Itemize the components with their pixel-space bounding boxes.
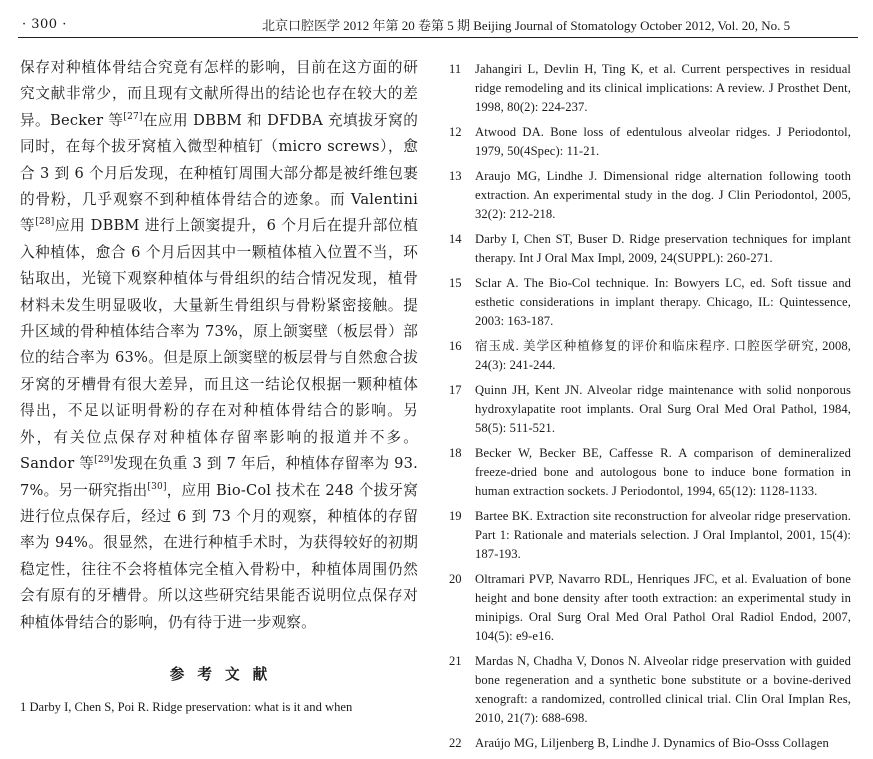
reference-number: 11 [449,62,462,76]
reference-text: Bartee BK. Extraction site reconstruction for alveolar ridge preservation. Part 1: Rationale and materials selection. J Oral Implantol, 2001, 15(4): 187-193. [475,509,851,561]
body-text: 保存对种植体骨结合究竟有怎样的影响，目前在这方面的研究文献非常少，而且现有文献所得出的结论也存在较大的差异。Becker 等 [20,59,418,129]
body-text: 发现在负重 3 到 7 年后，种植体存留率为 93. 7%。另一研究指出 [20,455,418,499]
reference-number: 19 [449,509,462,523]
reference-item [449,652,851,728]
reference-item [449,570,851,646]
reference-number: 21 [449,654,462,668]
reference-item [449,123,851,161]
reference-number: 20 [449,572,462,586]
reference-list [449,60,851,753]
citation-30: [30] [147,481,167,492]
body-text: 在应用 DBBM 和 DFDBA 充填拔牙窝的同时，在每个拔牙窝植入微型种植钉（micro screws），愈合 3 到 6 个月后发现，在种植钉周围大部分都是被纤维包裹的骨粉，几乎观察不到种植体骨结合的迹象。而 Valentini 等 [20,111,418,235]
reference-number: 12 [449,125,462,139]
reference-text: Oltramari PVP, Navarro RDL, Henriques JFC, et al. Evaluation of bone height and bone density after tooth extraction: an experimental study in minipigs. Oral Surg Oral Med Oral Pathol Oral Radiol Endod, 2007, 104(5): e9-e16. [475,572,851,643]
reference-number: 14 [449,232,462,246]
reference-number: 13 [449,169,462,183]
reference-number: 18 [449,446,462,460]
reference-item-1: 1 Darby I, Chen S, Poi R. Ridge preservation: what is it and when [20,699,353,714]
reference-item [449,734,851,753]
reference-text: Araujo MG, Lindhe J. Dimensional ridge alternation following tooth extraction. An experimental study in the dog. J Clin Periodontol, 2005, 32(2): 212-218. [475,169,851,221]
reference-item [449,230,851,268]
citation-29: [29] [94,455,114,466]
reference-text: Araújo MG, Liljenberg B, Lindhe J. Dynamics of Bio-Osss Collagen [475,736,829,750]
body-text: ，应用 Bio-Col 技术在 248 个拔牙窝进行位点保存后，经过 6 到 73 个月的观察，种植体的存留率为 94%。很显然，在进行种植手术时，为获得较好的初期稳定性，往往不会将植体完全植入骨粉中，种植体周围仍然会有原有的牙槽骨。所以这些研究结果能否说明位点保存对种植体骨结合的影响，仍有待于进一步观察。 [20,481,418,631]
citation-27: [27] [123,111,143,122]
reference-item [449,444,851,501]
reference-item [449,337,851,375]
body-paragraph [20,55,418,636]
page-header [0,0,873,40]
right-column [449,60,851,759]
left-column [20,55,418,716]
reference-text: Quinn JH, Kent JN. Alveolar ridge maintenance with solid nonporous hydroxylapatite root implants. Oral Surg Oral Med Oral Pathol, 1984, 58(5): 511-521. [475,383,851,435]
reference-text: Darby I, Chen ST, Buser D. Ridge preservation techniques for implant therapy. Int J Oral Max Impl, 2009, 24(SUPPL): 260-271. [475,232,851,265]
reference-text: Jahangiri L, Devlin H, Ting K, et al. Current perspectives in residual ridge remodeling and its clinical implications: A review. J Prosthet Dent, 1998, 80(2): 224-237. [475,62,851,114]
citation-28: [28] [35,217,55,228]
reference-item [449,274,851,331]
reference-text: Becker W, Becker BE, Caffesse R. A comparison of demineralized freeze-dried bone and autologous bone to induce bone formation in human extraction sockets. J Periodontol, 1994, 65(12): 1128-1133. [475,446,851,498]
reference-number: 16 [449,339,462,353]
reference-text: Mardas N, Chadha V, Donos N. Alveolar ridge preservation with guided bone regeneration and a synthetic bone substitute or a bovine-derived xenograft: a randomized, controlled clinical trial. Clin Oral Implan Res, 2010, 21(7): 688-698. [475,654,851,725]
reference-item [449,60,851,117]
running-head: 北京口腔医学 2012 年第 20 卷第 5 期 Beijing Journal of Stomatology October 2012, Vol. 20, No. 5 [262,18,791,33]
reference-item [449,507,851,564]
page-number: · 300 · [22,17,67,32]
header-rule [18,37,858,38]
body-text: 应用 DBBM 进行上颌窦提升，6 个月后在提升部位植入种植体，愈合 6 个月后因其中一颗植体植入位置不当，环钻取出，光镜下观察种植体与骨组织的结合情况发现，植骨材料未发生明显吸收，大量新生骨组织与骨粉紧密接触。提升区域的骨种植体结合率为 73%，原上颌窦壁（板层骨）部位的结合率为 63%。但是原上颌窦壁的板层骨与自然愈合拔牙窝的牙槽骨有很大差异，而且这一结论仅根据一颗种植体得出，不足以证明骨粉的存在对种植体骨结合的影响。另外，有关位点保存对种植体存留率影响的报道并不多。Sandor 等 [20,217,418,473]
reference-item [449,381,851,438]
reference-text: 宿玉成. 美学区种植修复的评价和临床程序. 口腔医学研究, 2008, 24(3): 241-244. [475,339,851,372]
reference-item [449,167,851,224]
references-heading: 参考文献 [169,665,281,683]
reference-text: Atwood DA. Bone loss of edentulous alveolar ridges. J Periodontol, 1979, 50(4Spec): 11-21. [475,125,851,158]
reference-number: 15 [449,276,462,290]
reference-text: Sclar A. The Bio-Col technique. In: Bowyers LC, ed. Soft tissue and esthetic considerations in implant therapy. Chicago, IL: Quintessence, 2003: 163-187. [475,276,851,328]
reference-number: 17 [449,383,462,397]
reference-number: 22 [449,736,462,750]
